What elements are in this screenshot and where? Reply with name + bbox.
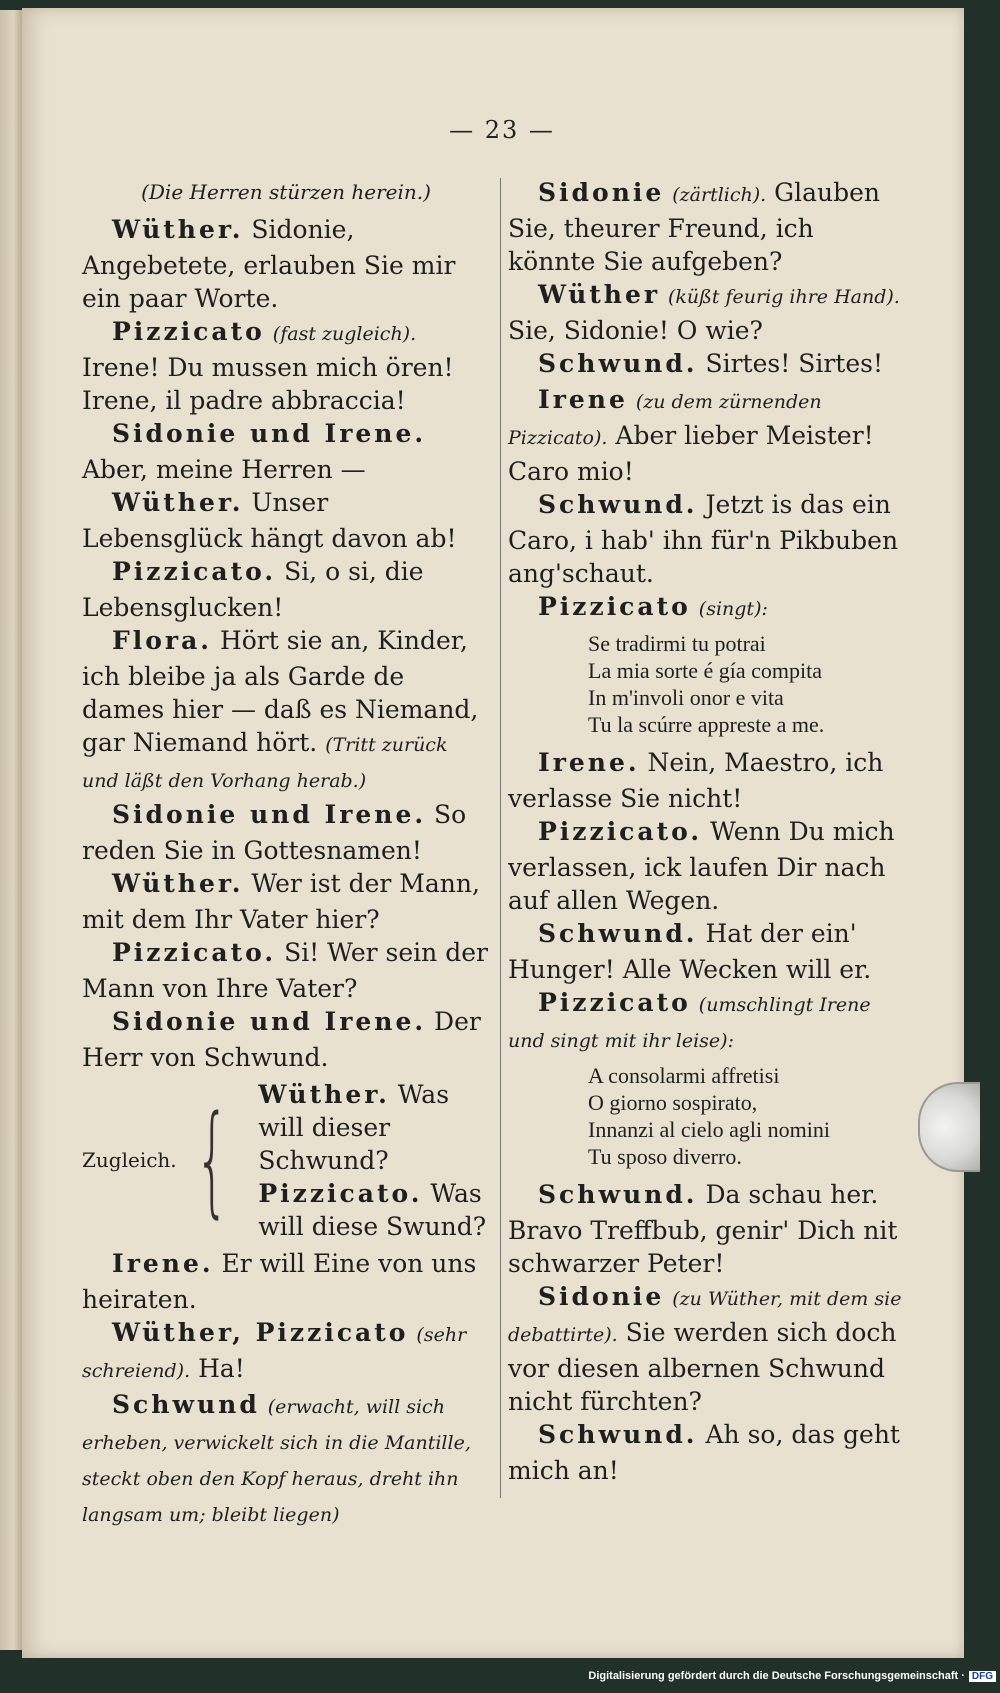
dialogue-text: Der Herr von Schwund. — [82, 1007, 481, 1072]
dialogue-text: Nein, Maestro, ich verlasse Sie nicht! — [508, 748, 884, 813]
dialogue-entry — [508, 347, 908, 383]
left-column — [82, 176, 490, 1532]
stage-note: (zärtlich). — [672, 184, 767, 206]
book-page — [22, 8, 964, 1658]
dialogue-entry — [82, 1316, 490, 1388]
dialogue-text: Si, o si, die Lebensglucken! — [82, 557, 424, 622]
stage-note: (singt): — [698, 598, 768, 620]
dialogue-text: Si! Wer sein der Mann von Ihre Vater? — [82, 938, 488, 1003]
verse-line: A consolarmi affretisi — [588, 1063, 780, 1088]
dialogue-text: Was will diese Swund? — [258, 1179, 487, 1241]
stage-note: (sehr schreiend). — [82, 1324, 467, 1382]
simultaneous-line — [258, 1078, 490, 1177]
dialogue-text: Sidonie, Angebetete, erlauben Sie mir ein paar Worte. — [82, 215, 456, 313]
dialogue-text: Aber, meine Herren — — [82, 455, 366, 484]
speaker-name: Sidonie und Irene. — [112, 1007, 427, 1036]
verse-line: In m'involi onor e vita — [588, 685, 784, 710]
dialogue-entry — [508, 176, 908, 278]
dialogue-text: Was will dieser Schwund? — [258, 1080, 450, 1175]
verse-line: La mia sorte é gía compita — [588, 658, 822, 683]
speaker-name: Pizzicato. — [258, 1179, 423, 1208]
scanner-clip — [918, 1082, 980, 1172]
dialogue-text: Er will Eine von uns heiraten. — [82, 1249, 477, 1314]
dialogue-entry — [508, 917, 908, 986]
verse-line: Innanzi al cielo agli nomini — [588, 1117, 830, 1142]
verse-line: Se tradirmi tu potrai — [588, 631, 766, 656]
speaker-name: Pizzicato. — [112, 557, 277, 586]
dialogue-text: Sie werden sich doch vor diesen albernen Schwund nicht fürchten? — [508, 1318, 897, 1416]
dialogue-text: Sie, Sidonie! O wie? — [508, 316, 763, 345]
speaker-name: Wüther — [538, 280, 661, 309]
speaker-name: Schwund. — [538, 1420, 698, 1449]
speaker-name: Pizzicato — [538, 988, 691, 1017]
column-divider — [500, 178, 501, 1498]
dialogue-entry — [82, 486, 490, 555]
stage-note: (umschlingt Irene und singt mit ihr leise): — [508, 994, 871, 1052]
speaker-name: Pizzicato. — [538, 817, 703, 846]
speaker-name: Wüther. — [112, 215, 244, 244]
stage-note: (fast zugleich). — [272, 323, 417, 345]
speaker-name: Sidonie — [538, 1282, 665, 1311]
dialogue-entry — [508, 815, 908, 917]
dialogue-entry — [82, 798, 490, 867]
speaker-name: Schwund. — [538, 349, 698, 378]
dialogue-entry — [508, 383, 908, 488]
dialogue-entry — [82, 417, 490, 486]
stage-note: (zu dem zürnenden Pizzicato). — [508, 391, 822, 449]
dialogue-entry — [508, 278, 908, 347]
dialogue-text: Jetzt is das ein Caro, i hab' ihn für'n Pikbuben ang'schaut. — [508, 490, 899, 588]
dialogue-text: Wer ist der Mann, mit dem Ihr Vater hier? — [82, 869, 480, 934]
speaker-name: Pizzicato — [538, 592, 691, 621]
brace-icon: { — [194, 1090, 230, 1230]
dialogue-text: So reden Sie in Gottesnamen! — [82, 800, 467, 865]
dialogue-entry — [508, 590, 908, 626]
speaker-name: Sidonie und Irene. — [112, 800, 427, 829]
simultaneous-line — [258, 1177, 490, 1243]
verse-block — [508, 1062, 908, 1170]
speaker-name: Schwund. — [538, 919, 698, 948]
speaker-name: Irene — [538, 385, 628, 414]
speaker-name: Wüther. — [258, 1080, 390, 1109]
stage-note: (küßt feurig ihre Hand). — [668, 286, 900, 308]
dialogue-text: Glauben Sie, theurer Freund, ich könnte Sie aufgeben? — [508, 178, 881, 276]
dialogue-entry — [82, 1005, 490, 1074]
verse-line: Tu la scúrre appreste a me. — [588, 712, 825, 737]
verse-line: O giorno sospirato, — [588, 1090, 758, 1115]
dialogue-text: Ah so, das geht mich an! — [508, 1420, 900, 1485]
dfg-logo: DFG — [969, 1671, 996, 1682]
dialogue-entry — [508, 746, 908, 815]
page-number: — 23 — — [449, 116, 555, 144]
verse-line: Tu sposo diverro. — [588, 1144, 742, 1169]
speaker-name: Irene. — [112, 1249, 214, 1278]
speaker-name: Flora. — [112, 626, 212, 655]
credit-text: Digitalisierung gefördert durch die Deutsche Forschungsgemeinschaft · — [588, 1670, 965, 1682]
speaker-name: Wüther, Pizzicato — [112, 1318, 409, 1347]
dialogue-text: Unser Lebensglück hängt davon ab! — [82, 488, 457, 553]
dialogue-entry — [82, 936, 490, 1005]
digitization-credit — [560, 1670, 996, 1690]
simultaneous-lines — [258, 1078, 490, 1243]
dialogue-entry — [508, 488, 908, 590]
dialogue-entry — [508, 1178, 908, 1280]
speaker-name: Sidonie und Irene. — [112, 419, 427, 448]
dialogue-text: Aber lieber Meister! Caro mio! — [508, 421, 874, 486]
dialogue-text: Hört sie an, Kinder, ich bleibe ja als Garde de dames hier — daß es Niemand, gar Niemand hört. — [82, 626, 479, 757]
speaker-name: Irene. — [538, 748, 640, 777]
stage-note: (erwacht, will sich erheben, verwickelt sich in die Mantille, steckt oben den Kopf heraus, dreht ihn langsam um; bleibt liegen) — [82, 1396, 471, 1526]
dialogue-text: Ha! — [198, 1354, 245, 1383]
stage-direction: (Die Herren stürzen herein.) — [141, 180, 431, 204]
dialogue-text: Irene! Du mussen mich ören! Irene, il padre abbraccia! — [82, 353, 454, 415]
dialogue-entry — [508, 986, 908, 1058]
verse-block — [508, 630, 908, 738]
speaker-name: Pizzicato — [112, 317, 265, 346]
speaker-name: Sidonie — [538, 178, 665, 207]
dialogue-text: Wenn Du mich verlassen, ick laufen Dir nach auf allen Wegen. — [508, 817, 895, 915]
dialogue-entry — [82, 213, 490, 315]
speaker-name: Schwund. — [538, 490, 698, 519]
dialogue-entry — [82, 315, 490, 417]
dialogue-entry — [82, 867, 490, 936]
dialogue-entry — [82, 1388, 490, 1532]
dialogue-entry — [82, 555, 490, 624]
speaker-name: Wüther. — [112, 869, 244, 898]
speaker-name: Schwund. — [538, 1180, 698, 1209]
speaker-name: Schwund — [112, 1390, 260, 1419]
dialogue-text: Da schau her. Bravo Treffbub, genir' Dich nit schwarzer Peter! — [508, 1180, 898, 1278]
stage-note: (zu Wüther, mit dem sie debattirte). — [508, 1288, 902, 1346]
dialogue-entry — [508, 1280, 908, 1418]
speaker-name: Pizzicato. — [112, 938, 277, 967]
dialogue-text: Hat der ein' Hunger! Alle Wecken will er. — [508, 919, 872, 984]
previous-page-edge — [0, 10, 22, 1650]
dialogue-entry — [82, 1247, 490, 1316]
right-column — [508, 176, 908, 1487]
dialogue-text: Sirtes! Sirtes! — [705, 349, 883, 378]
simultaneous-speech — [82, 1078, 490, 1243]
stage-note: (Tritt zurück und läßt den Vorhang herab.) — [82, 734, 448, 792]
dialogue-entry — [508, 1418, 908, 1487]
simultaneous-label: Zugleich. — [82, 1148, 177, 1172]
dialogue-entry — [82, 624, 490, 798]
speaker-name: Wüther. — [112, 488, 244, 517]
